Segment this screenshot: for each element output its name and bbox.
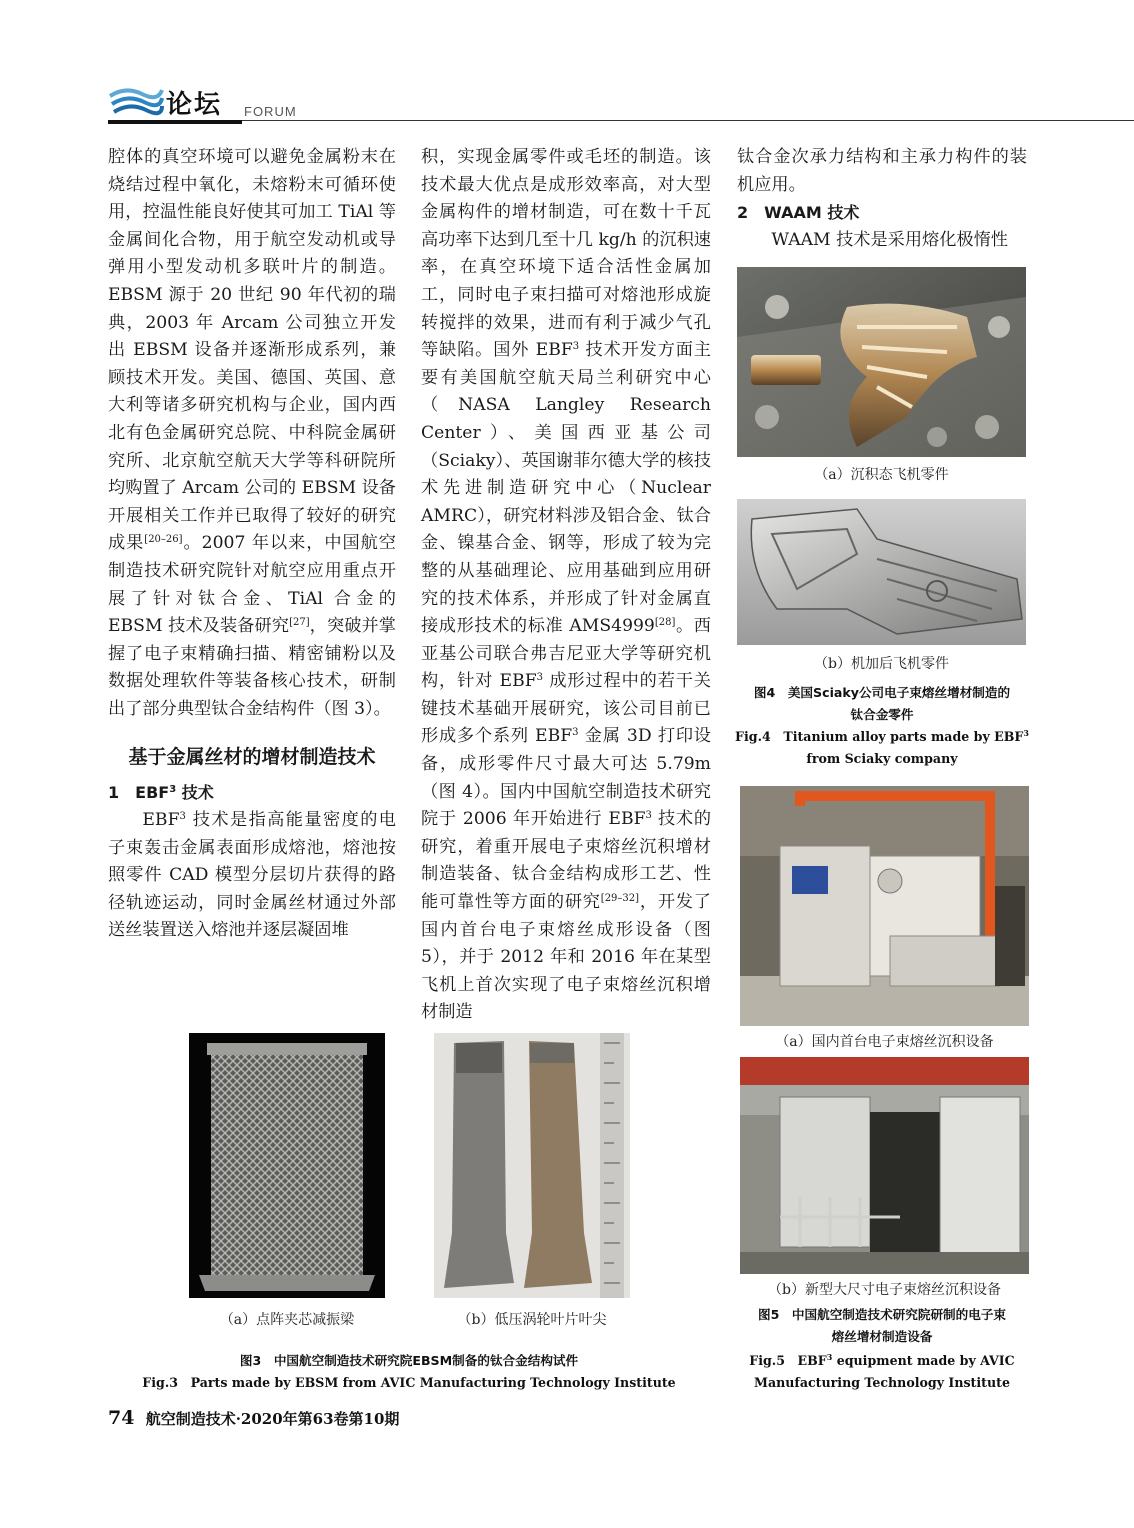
section-title: 论坛	[166, 90, 223, 120]
fig5b-subcaption: （b）新型大尺寸电子束熔丝沉积设备	[768, 1282, 1001, 1298]
fig4b-machined-part-photo	[737, 499, 1026, 645]
fig3-caption-en: Fig.3 Parts made by EBSM from AVIC Manufacturing Technology Institute	[142, 1375, 676, 1390]
subsection-heading-waam: 2 WAAM 技术	[737, 203, 860, 223]
text-column-2	[421, 144, 711, 1027]
paragraph: 积，实现金属零件或毛坯的制造。该技术最大优点是成形效率高，对大型金属构件的增材制造，可在数十千瓦高功率下达到几至十几 kg/h 的沉积速率，在真空环境下适合活性金属加工，同时电子束扫描可对熔池形成旋转搅拌的效果，进而有利于减少气孔等缺陷。国外 EBF$^3$ 技术开发方面主要有美国航空航天局兰利研究中心（NASA Langley Research Center）、美国西亚基公司（Sciaky）、英国谢菲尔德大学的核技术先进制造研究中心（Nuclear AMRC），研究材料涉及铝合金、钛合金、镍基合金、钢等，形成了较为完整的从基础理论、应用基础到应用研究的技术体系，并形成了针对金属直接成形技术的标准 AMS4999[28]。西亚基公司联合弗吉尼亚大学等研究机构，针对 EBF$^3$ 成形过程中的若干关键技术基础开展研究，该公司目前已形成多个系列 EBF$^3$ 金属 3D 打印设备，成形零件尺寸最大可达 5.79m（图 4）。国内中国航空制造技术研究院于 2006 年开始进行 EBF$^3$ 技术的研究，着重开展电子束熔丝沉积增材制造装备、钛合金结构成形工艺、性能可靠性等方面的研究[29–32]，开发了国内首台电子束熔丝成形设备（图 5），并于 2012 年和 2016 年在某型飞机上首次实现了电子束熔丝沉积增材制造	[421, 147, 712, 1023]
page-footer	[108, 1407, 399, 1429]
paragraph: 腔体的真空环境可以避免金属粉末在烧结过程中氧化，未熔粉末可循环使用，控温性能良好使其可加工 TiAl 等金属间化合物，用于航空发动机或导弹用小型发动机多联叶片的制造。EBSM 源于 20 世纪 90 年代初的瑞典，2003 年 Arcam 公司独立开发出 EBSM 设备并逐渐形成系列，兼顾技术开发。美国、德国、英国、意大利等诸多研究机构与企业，国内西北有色金属研究总院、中科院金属研究所、北京航空航天大学等科研院所均购置了 Arcam 公司的 EBSM 设备开展相关工作并已取得了较好的研究成果[20–26]。2007 年以来，中国航空制造技术研究院针对航空应用重点开展了针对钛合金、TiAl 合金的 EBSM 技术及装备研究[27]，突破并掌握了电子束精确扫描、精密铺粉以及数据处理软件等装备核心技术，研制出了部分典型钛合金结构件（图 3）。	[108, 147, 396, 719]
paragraph: 钛合金次承力结构和主承力构件的装机应用。	[737, 147, 1027, 195]
fig3a-lattice-beam-photo	[189, 1033, 385, 1298]
header-rule	[242, 120, 1134, 121]
subsection-heading-ebf3: 1 EBF$^3$ 技术	[108, 783, 214, 803]
text-column-1	[108, 144, 396, 945]
fig3a-subcaption: （a）点阵夹芯减振梁	[219, 1312, 355, 1328]
fig5b-large-equipment-photo	[740, 1057, 1029, 1274]
journal-citation: 航空制造技术·2020年第63卷第10期	[145, 1410, 400, 1428]
section-label: FORUM	[244, 104, 297, 119]
journal-wave-logo-icon	[108, 84, 164, 120]
fig4b-subcaption: （b）机加后飞机零件	[814, 656, 949, 672]
fig5-caption-cn: 图5 中国航空制造技术研究院研制的电子束 熔丝增材制造设备	[757, 1307, 1007, 1344]
header-rule-thick	[108, 120, 242, 124]
fig4a-deposited-part-photo	[737, 267, 1026, 457]
fig5-caption-en: Fig.5 EBF$^3$ equipment made by AVIC Manufacturing Technology Institute	[749, 1352, 1015, 1390]
fig4-caption-cn: 图4 美国Sciaky公司电子束熔丝增材制造的 钛合金零件	[753, 685, 1011, 722]
section-heading: 基于金属丝材的增材制造技术	[128, 746, 376, 769]
text-column-3	[737, 144, 1027, 254]
fig3-caption-cn: 图3 中国航空制造技术研究院EBSM制备的钛合金结构试件	[239, 1353, 579, 1368]
fig3b-turbine-blade-photo	[434, 1033, 630, 1298]
fig3b-subcaption: （b）低压涡轮叶片叶尖	[457, 1312, 607, 1328]
fig4a-subcaption: （a）沉积态飞机零件	[814, 467, 949, 483]
page-number: 74	[108, 1407, 135, 1429]
paragraph: WAAM 技术是采用熔化极惰性	[771, 229, 1008, 250]
fig4-caption-en: Fig.4 Titanium alloy parts made by EBF$^3$ from Sciaky company	[735, 728, 1029, 766]
paragraph: EBF$^3$ 技术是指高能量密度的电子束轰击金属表面形成熔池，熔池按照零件 CAD 模型分层切片获得的路径轨迹运动，同时金属丝材通过外部送丝装置送入熔池并逐层凝固堆	[108, 810, 396, 941]
fig5a-subcaption: （a）国内首台电子束熔丝沉积设备	[775, 1034, 994, 1050]
fig5a-equipment-photo	[740, 786, 1029, 1026]
